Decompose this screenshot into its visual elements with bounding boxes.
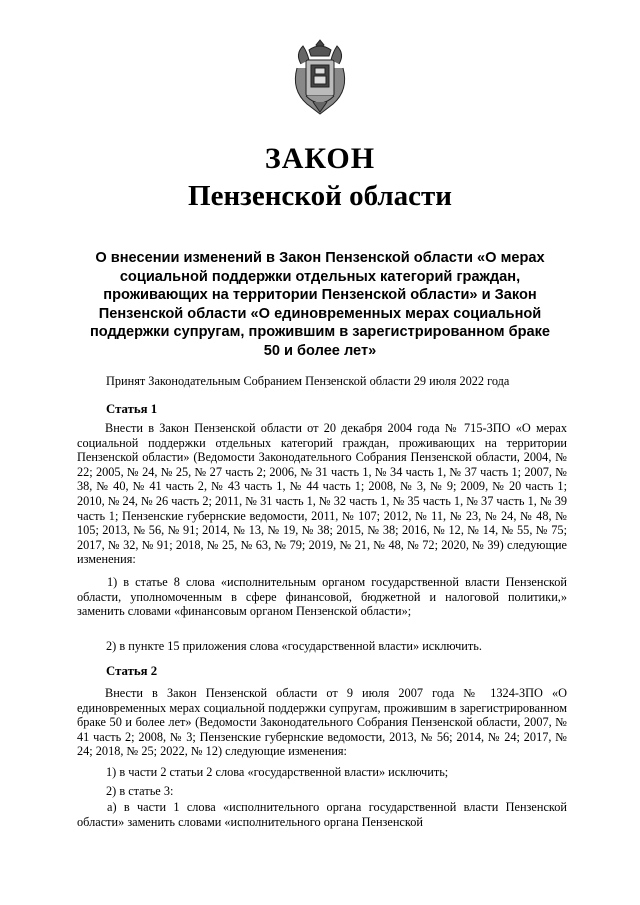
article-1-item-1: 1) в статье 8 слова «исполнительным органом государственной власти Пензенской области, уполномоченным в сфере финансовой, бюджетной и налоговой политики,» заменить словами «финансовым органом Пензенской области»; xyxy=(77,575,567,619)
adoption-note: Принят Законодательным Собранием Пензенской области 29 июля 2022 года xyxy=(106,374,510,388)
article-2-item-1: 1) в части 2 статьи 2 слова «государственной власти» исключить; xyxy=(106,765,449,779)
law-title: ЗАКОН xyxy=(264,142,376,175)
article-2-body: Внести в Закон Пензенской области от 9 июля 2007 года № 1324-ЗПО «О единовременных мерах социальной поддержки супругам, прожившим в зарегистрированном браке 50 и более лет» (Ведомости Законодательного Собрания Пензенской области, 2007, № 41 часть 2; 2008, № 3; Пензенские губернские ведомости, 2013, № 56; 2014, № 24; 2017, № 24; 2018, № 25; 2022, № 12) следующие изменения: xyxy=(77,686,567,759)
coat-of-arms-icon xyxy=(289,38,351,118)
region-title: Пензенской области xyxy=(188,180,452,212)
article-1-heading: Статья 1 xyxy=(106,402,158,416)
article-2-item-2: 2) в статье 3: xyxy=(106,784,174,798)
article-1-item-2: 2) в пункте 15 приложения слова «государственной власти» исключить. xyxy=(106,639,482,653)
law-subtitle: О внесении изменений в Закон Пензенской области «О мерах социальной поддержки отдельных категорий граждан, проживающих на территории Пензенской области» и Закон Пензенской области «О единовременных мерах социальной поддержки супругам, прожившим в зарегистрированном браке 50 и более лет» xyxy=(89,250,551,359)
article-1-body: Внести в Закон Пензенской области от 20 декабря 2004 года № 715-ЗПО «О мерах социальной поддержки отдельных категорий граждан, проживающих на территории Пензенской области» (Ведомости Законодательного Собрания Пензенской области, 2004, № 22; 2005, № 24, № 25, № 27 часть 2; 2006, № 31 часть 1, № 34 часть 1, № 37 часть 1; 2007, № 38, № 40, № 41 часть 2, № 43 часть 1, № 44 часть 1; 2008, № 3, № 9; 2009, № 20 часть 1; 2010, № 24, № 26 часть 2; 2011, № 31 часть 1, № 32 часть 1, № 35 часть 1, № 37 часть 1, № 39 часть 1; Пензенские губернские ведомости, 2011, № 107; 2012, № 11, № 23, № 24, № 48, № 105; 2013, № 56, № 91; 2014, № 13, № 19, № 38; 2015, № 38; 2016, № 12, № 14, № 55, № 75; 2017, № 32, № 91; 2018, № 25, № 63, № 79; 2019, № 21, № 48, № 72; 2020, № 39) следующие изменения: xyxy=(77,421,567,567)
article-2-heading: Статья 2 xyxy=(106,664,158,678)
article-2-subitem-a: а) в части 1 слова «исполнительного органа государственной власти Пензенской области» заменить словами «исполнительного органа Пензенской xyxy=(77,800,567,829)
